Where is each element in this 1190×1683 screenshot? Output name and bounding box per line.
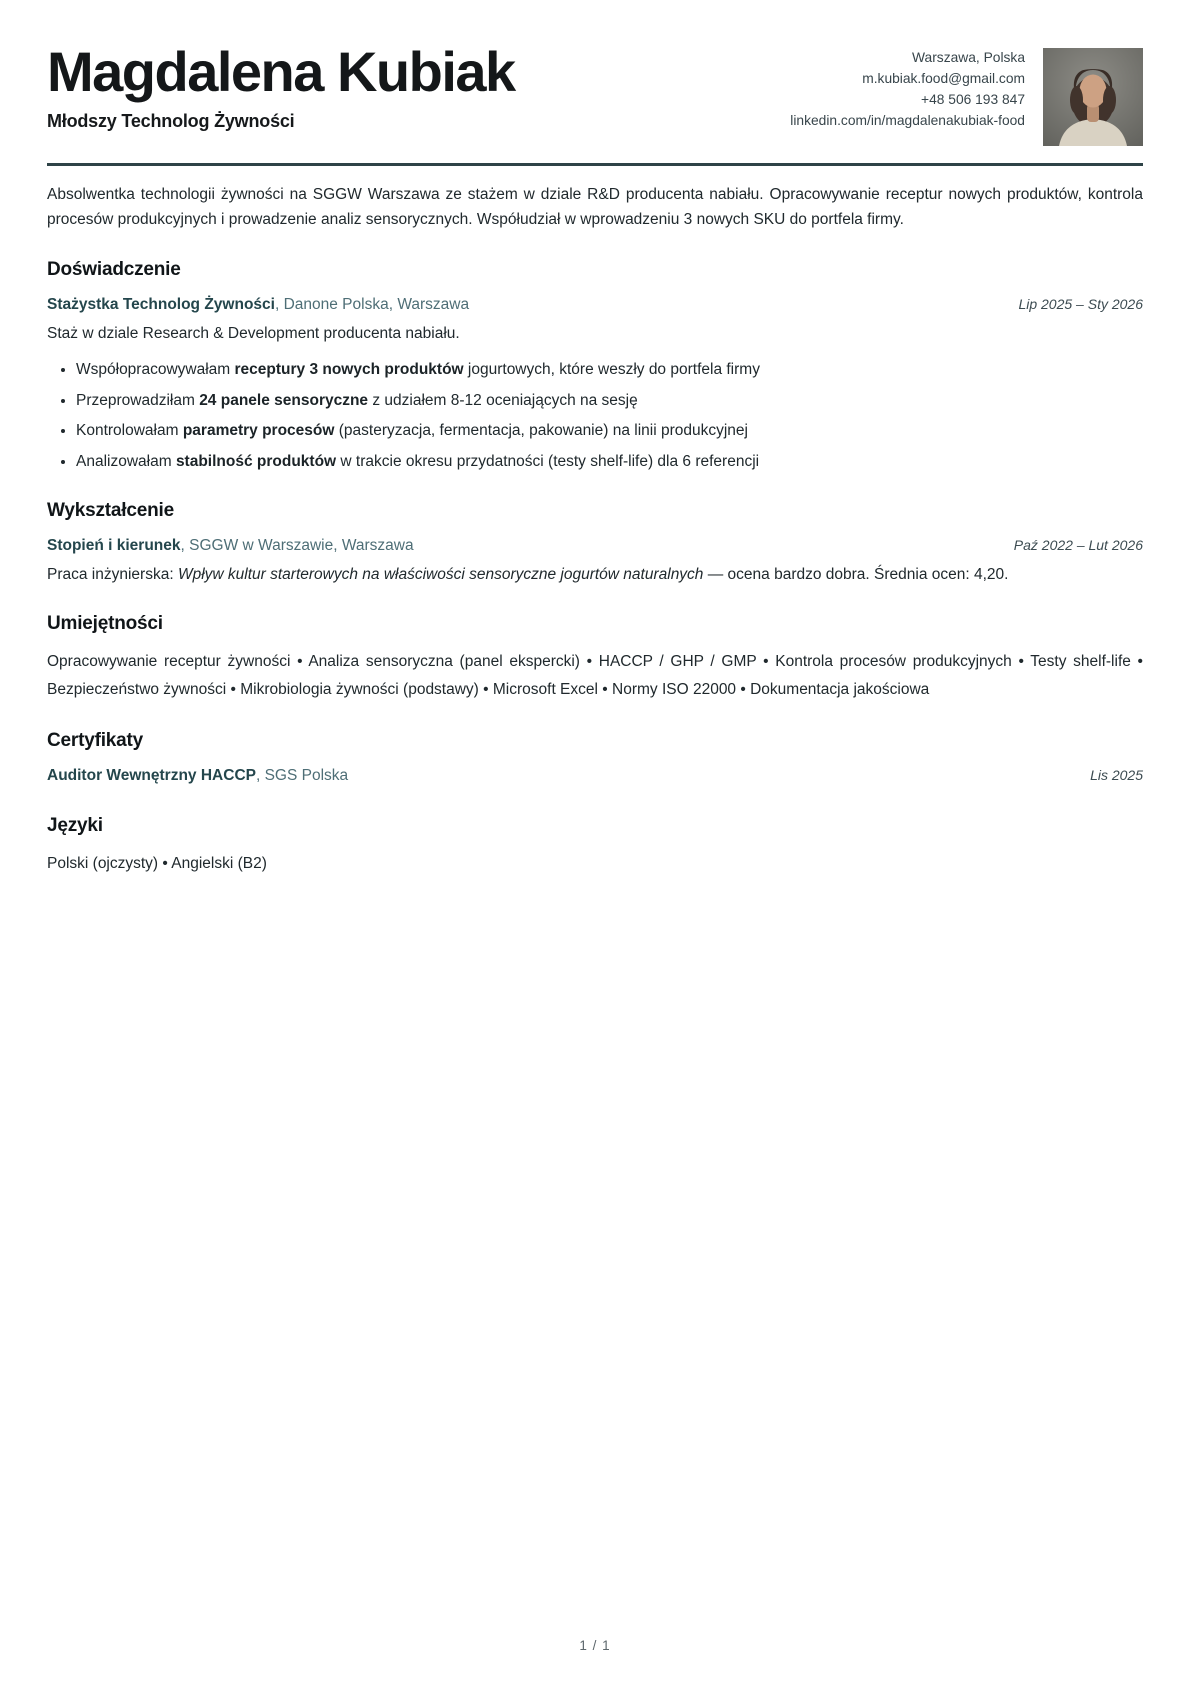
experience-org: , Danone Polska, Warszawa	[274, 296, 470, 314]
education-org: , SGGW w Warszawie, Warszawa	[180, 537, 414, 555]
contact-linkedin[interactable]: linkedin.com/in/magdalenakubiak-food	[790, 113, 1025, 129]
person-name: Magdalena Kubiak	[47, 40, 515, 103]
section-heading-education: Wykształcenie	[47, 500, 174, 522]
experience-entry-header	[47, 294, 1143, 316]
identity-block	[47, 42, 790, 132]
experience-entry	[47, 294, 1143, 473]
education-thesis	[47, 563, 1143, 586]
experience-bullet	[76, 450, 1143, 473]
bullet-text: w trakcie okresu przydatności (testy shelf-life) dla 6 referencji	[336, 453, 760, 471]
languages-list: Polski (ojczysty) • Angielski (B2)	[47, 854, 267, 872]
education-entry	[47, 535, 1143, 586]
contact-phone: +48 506 193 847	[921, 92, 1025, 108]
header	[47, 42, 1143, 146]
education-degree: Stopień i kierunek	[47, 537, 181, 555]
education-title	[47, 535, 414, 557]
bullet-bold-text: receptury 3 nowych produktów	[234, 360, 464, 378]
section-heading-experience: Doświadczenie	[47, 259, 181, 281]
education-dates: Paź 2022 – Lut 2026	[1013, 537, 1143, 554]
certificate-dates: Lis 2025	[1090, 767, 1143, 784]
bullet-text: Analizowałam	[76, 453, 176, 471]
experience-bullet-list	[76, 358, 1143, 474]
certificate-entry-header	[47, 765, 1143, 787]
thesis-label: Praca inżynierska:	[47, 565, 178, 583]
certificate-name: Auditor Wewnętrzny HACCP	[47, 767, 256, 785]
experience-dates: Lip 2025 – Sty 2026	[1018, 296, 1143, 313]
profile-photo	[1043, 48, 1143, 146]
thesis-title: Wpływ kultur starterowych na właściwości sensoryczne jogurtów naturalnych	[177, 565, 704, 583]
certificate-title	[47, 765, 348, 787]
contact-email[interactable]: m.kubiak.food@gmail.com	[862, 71, 1025, 87]
bullet-text: Przeprowadziłam	[76, 391, 200, 409]
skills-list: Opracowywanie receptur żywności • Analiza sensoryczna (panel ekspercki) • HACCP / GHP / GMP • Kontrola procesów produkcyjnych • Testy shelf-life • Bezpieczeństwo żywności • Mikrobiologia żywności (podstawy) • Microsoft Excel • Normy ISO 22000 • Dokumentacja jakościowa	[47, 653, 1143, 698]
contact-block	[790, 47, 1025, 131]
summary-text: Absolwentka technologii żywności na SGGW Warszawa ze stażem w dziale R&D producenta nabiału. Opracowywanie receptur nowych produktów, kontrola procesów produkcyjnych i prowadzenie analiz sensorycznych. Współudział w wprowadzeniu 3 nowych SKU do portfela firmy.	[47, 186, 1143, 229]
contact-location: Warszawa, Polska	[912, 50, 1025, 65]
certificate-org: , SGS Polska	[255, 767, 349, 785]
bullet-bold-text: parametry procesów	[182, 422, 335, 440]
bullet-text: Współopracowywałam	[76, 360, 235, 378]
experience-role: Stażystka Technolog Żywności	[47, 296, 275, 314]
bullet-bold-text: stabilność produktów	[175, 453, 337, 471]
bullet-text: jogurtowych, które weszły do portfela firmy	[463, 360, 760, 378]
thesis-grade: — ocena bardzo dobra. Średnia ocen: 4,20.	[703, 565, 1009, 583]
header-divider	[47, 163, 1143, 166]
bullet-bold-text: 24 panele sensoryczne	[199, 391, 369, 409]
certificate-entry	[47, 765, 1143, 787]
section-heading-skills: Umiejętności	[47, 613, 163, 635]
page-number: 1 / 1	[579, 1638, 611, 1653]
person-job-title: Młodszy Technolog Żywności	[47, 111, 295, 132]
experience-bullet	[76, 389, 1143, 412]
experience-bullet	[76, 358, 1143, 381]
experience-description: Staż w dziale Research & Development producenta nabiału.	[47, 324, 460, 342]
experience-bullet	[76, 419, 1143, 442]
bullet-text: z udziałem 8-12 oceniających na sesję	[368, 391, 638, 409]
section-heading-certificates: Certyfikaty	[47, 730, 144, 752]
education-entry-header	[47, 535, 1143, 557]
experience-title	[47, 294, 469, 316]
bullet-text: (pasteryzacja, fermentacja, pakowanie) na linii produkcyjnej	[334, 422, 748, 440]
section-heading-languages: Języki	[47, 814, 103, 836]
bullet-text: Kontrolowałam	[76, 422, 183, 440]
profile-photo-image	[1043, 48, 1143, 146]
